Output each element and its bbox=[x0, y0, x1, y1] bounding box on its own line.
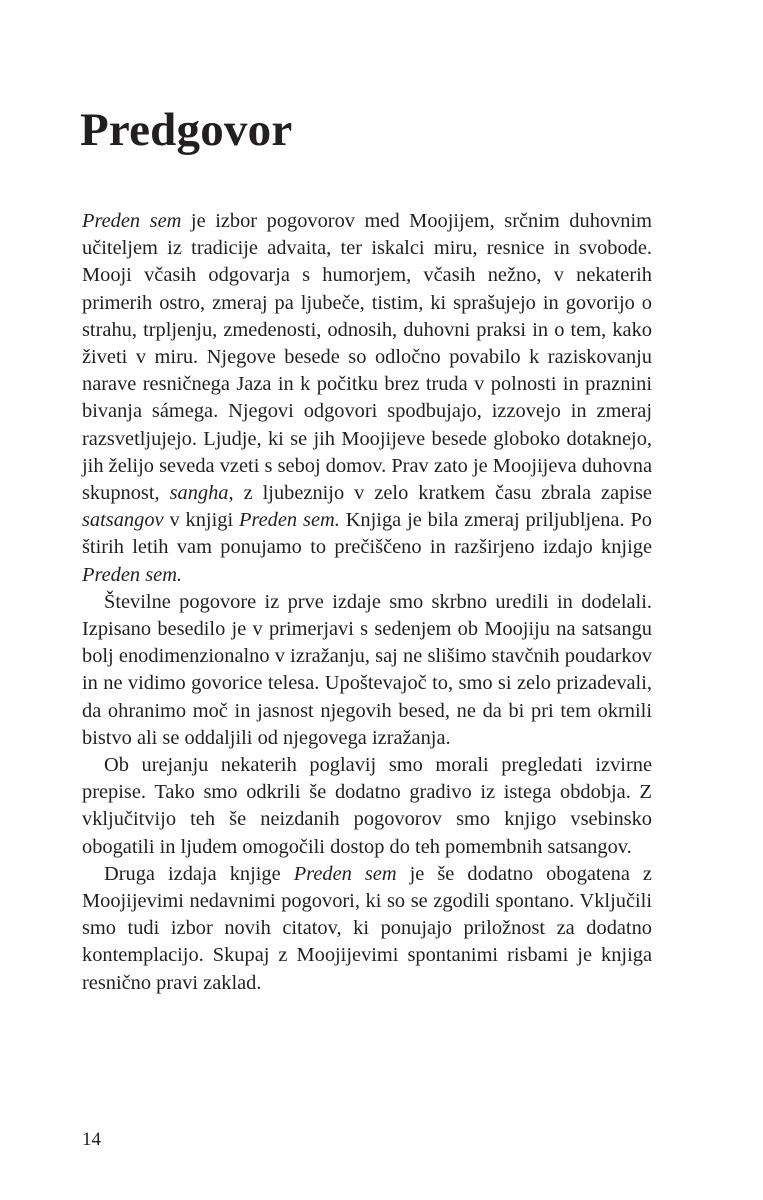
text-run: Knjiga je bila zmeraj priljubljena. Po štirih letih vam ponujamo to prečiščeno in razširjeno izdajo knjige bbox=[82, 509, 652, 559]
paragraph bbox=[82, 589, 652, 752]
paragraph bbox=[82, 208, 652, 589]
italic-text-run: Preden sem. bbox=[239, 509, 340, 532]
text-run: z ljubeznijo v zelo kratkem času zbrala zapise bbox=[233, 482, 652, 505]
body-text bbox=[82, 208, 652, 997]
text-run: v knjigi bbox=[163, 509, 239, 532]
text-run: Druga izdaja knjige bbox=[104, 862, 294, 885]
text-run: Številne pogovore iz prve izdaje smo skrbno uredili in dodelali. Izpisano besedilo je v primerjavi s sedenjem ob Moojiju na satsangu bolj enodimenzionalno v izražanju, saj ne slišimo stavčnih poudarkov in ne vidimo govorice telesa. Upoštevajoč to, smo si zelo prizadevali, da ohranimo moč in jasnost njegovih besed, ne da bi pri tem okrnili bistvo ali se oddaljili od njegovega izražanja. bbox=[82, 590, 652, 749]
italic-text-run: Preden sem. bbox=[82, 563, 183, 586]
italic-text-run: sangha, bbox=[169, 482, 234, 505]
paragraph bbox=[82, 861, 652, 997]
paragraph bbox=[82, 752, 652, 861]
text-run: Ob urejanju nekaterih poglavij smo morali pregledati izvirne prepise. Tako smo odkrili še dodatno gradivo iz istega obdobja. Z vključitvijo teh še neizdanih pogovorov smo knjigo vsebinsko obogatili in ljudem omogočili dostop do teh pomembnih satsangov. bbox=[82, 754, 652, 858]
chapter-title: Predgovor bbox=[80, 104, 293, 156]
italic-text-run: satsangov bbox=[82, 509, 164, 532]
italic-text-run: Preden sem bbox=[82, 210, 182, 232]
italic-text-run: Preden sem bbox=[293, 862, 397, 885]
page-number: 14 bbox=[82, 1129, 101, 1150]
text-run: je še dodatno obogatena z Moojijevimi nedavnimi pogovori, ki so se zgodili spontano. Vključili smo tudi izbor novih citatov, ki ponujajo priložnost za dodatno kontemplacijo. Skupaj z Moojijevimi spontanimi risbami je knjiga resnično pravi zaklad. bbox=[82, 862, 652, 994]
text-run: je izbor pogovorov med Moojijem, srčnim duhovnim učiteljem iz tradicije advaita, ter iskalci miru, resnice in svobode. Mooji včasih odgovarja s humorjem, včasih nežno, v nekaterih primerih ostro, zmeraj pa ljubeče, tistim, ki sprašujejo in govorijo o strahu, trpljenju, zmedenosti, odnosih, duhovni praksi in o tem, kako živeti v miru. Njegove besede so odločno povabilo k raziskovanju narave resničnega Jaza in k počitku brez truda v polnosti in praznini bivanja sámega. Njegovi odgovori spodbujajo, izzovejo in zmeraj razsvetljujejo. Ljudje, ki se jih Moojijeve besede globoko dotaknejo, jih želijo seveda vzeti s seboj domov. Prav zato je Moojijeva duhovna skupnost, bbox=[82, 210, 652, 505]
